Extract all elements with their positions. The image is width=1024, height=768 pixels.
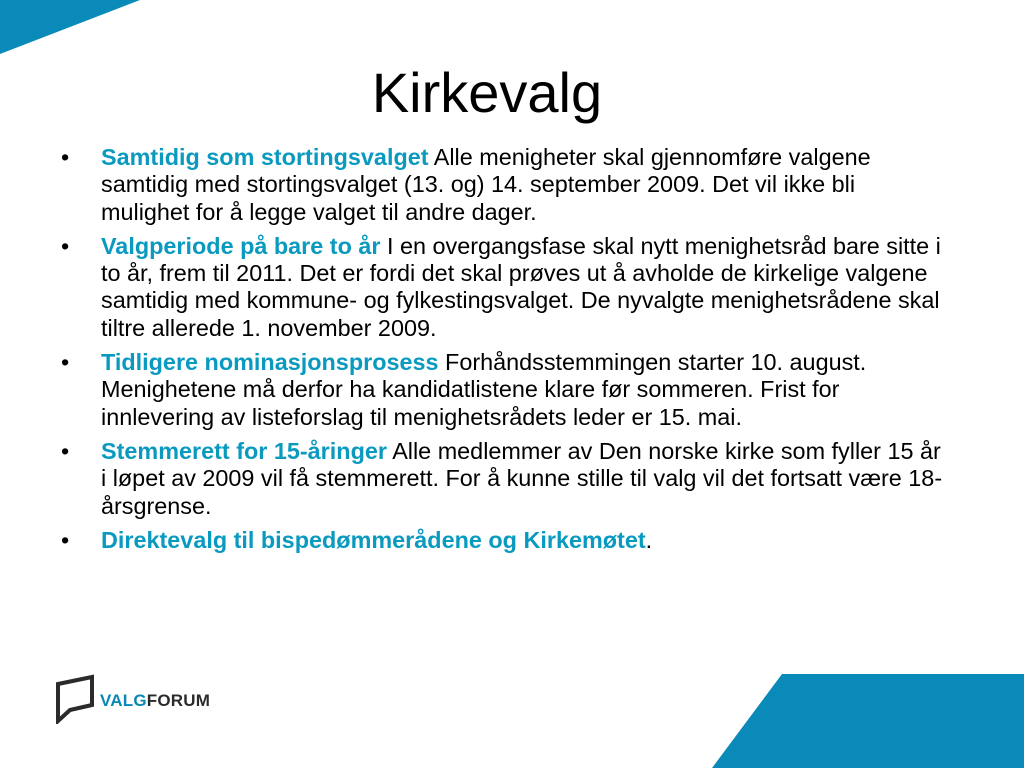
valgforum-logo	[54, 674, 210, 724]
logo-text-forum: FORUM	[146, 691, 211, 710]
bullet-dot: •	[61, 349, 70, 376]
bullet-dot: •	[61, 437, 70, 464]
bullet-heading: Tidligere nominasjonsprosess	[101, 349, 439, 376]
logo-wordmark	[100, 691, 210, 711]
bullet-list	[58, 144, 948, 561]
bullet-text: Alle medlemmer av Den norske kirke som fyller 15 år i løpet av 2009 vil få stemmerett. For å kunne stille til valg vil det fortsatt være 18-årsgrense.	[101, 437, 943, 519]
bullet-dot: •	[61, 526, 70, 553]
bullet-text: I en overgangsfase skal nytt menighetsråd bare sitte i to år, frem til 2011. Det er fordi det skal prøves ut å avholde de kirkelige valgene samtidig med kommune- og fylkestingsvalget. De nyvalgte menighetsrådene skal tiltre allerede 1. november 2009.	[101, 232, 941, 341]
bullet-heading: Stemmerett for 15-åringer	[101, 437, 387, 464]
corner-decoration-top-left	[0, 0, 140, 54]
speech-bubble-icon	[54, 674, 98, 724]
bullet-item	[58, 233, 948, 342]
slide-title: Kirkevalg	[371, 61, 603, 124]
bullet-text: Forhåndsstemmingen starter 10. august. Menighetene må derfor ha kandidatlistene klare før sommeren. Frist for innlevering av listeforslag til menighetsrådets leder er 15. mai.	[101, 349, 867, 430]
bullet-item	[58, 438, 948, 520]
bullet-heading: Direktevalg til bispedømmerådene og Kirkemøtet	[101, 526, 646, 553]
bullet-text: Alle menigheter skal gjennomføre valgene samtidig med stortingsvalget (13. og) 14. september 2009. Det vil ikke bli mulighet for å legge valget til andre dager.	[101, 144, 871, 225]
bullet-item	[58, 527, 948, 554]
bullet-item	[58, 144, 948, 226]
bullet-heading: Valgperiode på bare to år	[101, 232, 381, 259]
bullet-text: .	[645, 526, 653, 553]
corner-decoration-bottom-right	[712, 674, 1024, 768]
bullet-heading: Samtidig som stortingsvalget	[101, 144, 429, 170]
bullet-dot: •	[61, 144, 70, 170]
bullet-dot: •	[61, 232, 70, 259]
logo-text-valg: VALG	[100, 691, 147, 710]
bullet-item	[58, 349, 948, 431]
